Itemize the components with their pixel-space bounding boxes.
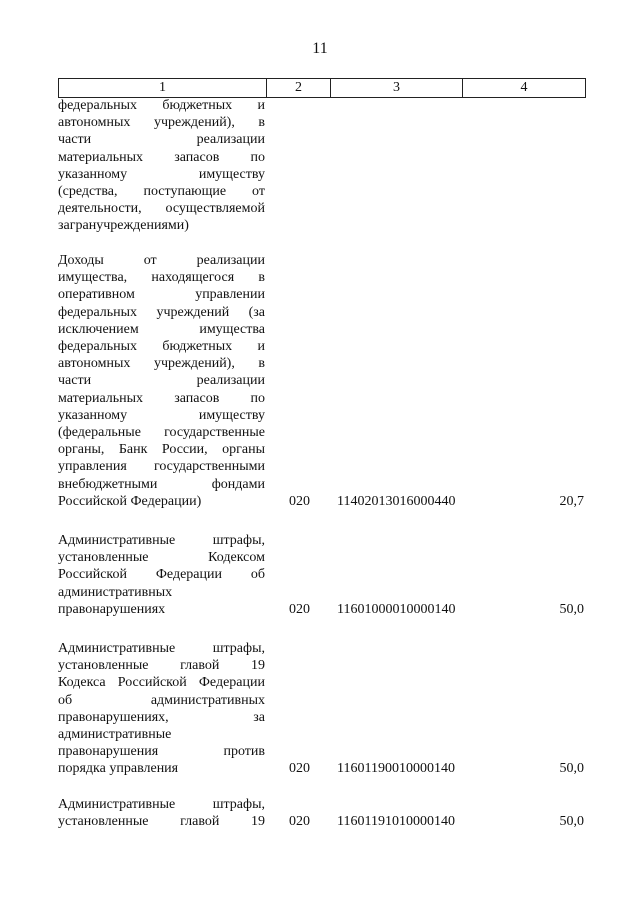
description-line: порядка управления: [58, 761, 179, 777]
description-line: установленные главой 19: [58, 814, 265, 830]
column-number-1: 1: [59, 79, 267, 97]
description-line: материальных запасов по: [58, 149, 265, 165]
description-line: материальных запасов по: [58, 390, 265, 406]
row-description: [58, 532, 265, 618]
table-column-header: [58, 78, 586, 98]
column-number-4: 4: [520, 80, 528, 95]
description-line: органы, Банк России, органы: [58, 442, 265, 458]
row-amount: 50,0: [559, 601, 584, 617]
row-classification-code: 11601190010000140: [337, 761, 455, 777]
description-line: об административных: [58, 692, 265, 708]
description-line: Российской Федерации об: [58, 567, 265, 583]
description-line: части реализации: [58, 132, 265, 148]
description-line: автономных учреждений), в: [58, 115, 265, 131]
row-amount: 20,7: [559, 493, 584, 509]
description-line: внебюджетными фондами: [58, 476, 265, 492]
description-line: административные: [58, 727, 172, 743]
description-line: управления государственными: [58, 459, 265, 475]
row-description: [58, 796, 265, 830]
page-number: 11: [312, 40, 328, 57]
description-line: Административные штрафы,: [58, 641, 265, 656]
description-line: загранучреждениями): [58, 218, 189, 234]
row-classification-code: 11601191010000140: [337, 814, 455, 830]
row-code: 020: [289, 493, 310, 509]
description-line: правонарушения против: [58, 744, 265, 760]
description-line: федеральных бюджетных и: [58, 98, 265, 113]
description-line: Российской Федерации): [58, 493, 202, 509]
row-description: [58, 97, 265, 235]
description-line: Доходы от реализации: [58, 253, 265, 268]
description-line: правонарушениях, за: [58, 709, 265, 725]
description-line: (средства, поступающие от: [58, 184, 265, 200]
row-code: 020: [289, 601, 310, 617]
column-number-2: 2: [267, 79, 331, 97]
description-line: автономных учреждений), в: [58, 356, 265, 372]
description-line: имущества, находящегося в: [58, 270, 265, 286]
row-description: [58, 640, 265, 778]
table-row: [58, 796, 584, 830]
row-code: 020: [289, 761, 310, 777]
description-line: указанному имуществу: [58, 166, 265, 182]
description-line: деятельности, осуществляемой: [58, 201, 265, 217]
description-line: федеральных бюджетных и: [58, 339, 265, 355]
description-line: Кодекса Российской Федерации: [58, 675, 265, 691]
table-row: [58, 252, 584, 510]
description-line: установленные главой 19: [58, 658, 265, 674]
table-row: [58, 640, 584, 778]
description-line: (федеральные государственные: [58, 425, 265, 441]
description-line: правонарушениях: [58, 601, 166, 617]
description-line: указанному имуществу: [58, 407, 265, 423]
column-number-3: 3: [331, 79, 463, 97]
description-line: части реализации: [58, 373, 265, 389]
table-row: [58, 532, 584, 618]
row-classification-code: 11402013016000440: [337, 493, 456, 509]
description-line: установленные Кодексом: [58, 550, 265, 566]
row-amount: 50,0: [559, 814, 584, 830]
description-line: Административные штрафы,: [58, 797, 265, 812]
description-line: административных: [58, 584, 173, 600]
row-description: [58, 252, 265, 510]
row-amount: 50,0: [559, 761, 584, 777]
table-row: [58, 97, 584, 235]
description-line: Административные штрафы,: [58, 533, 265, 548]
description-line: федеральных учреждений (за: [58, 304, 265, 320]
row-classification-code: 11601000010000140: [337, 601, 456, 617]
row-code: 020: [289, 814, 310, 830]
description-line: оперативном управлении: [58, 287, 265, 303]
description-line: исключением имущества: [58, 321, 265, 337]
